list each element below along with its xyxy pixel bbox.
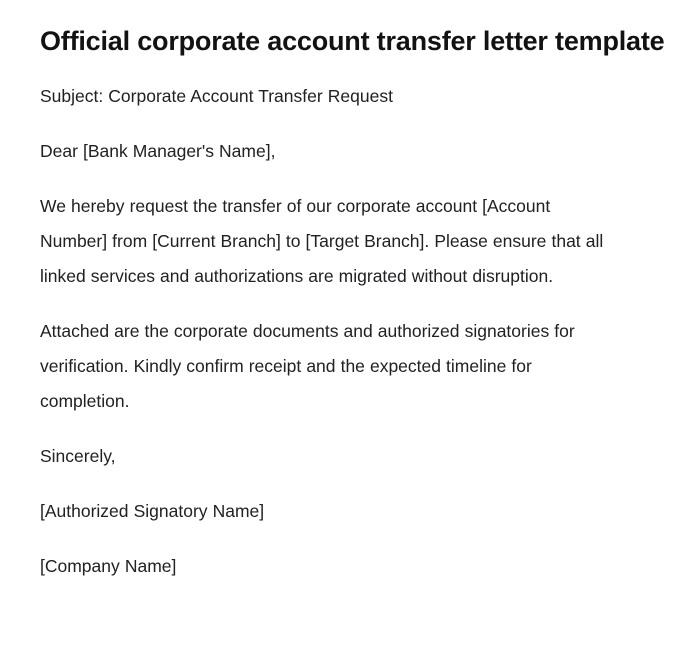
letter-company-placeholder: [Company Name] [40, 556, 177, 576]
letter-salutation: Dear [Bank Manager's Name], [40, 141, 276, 161]
letter-closing: Sincerely, [40, 446, 116, 466]
letter-body [40, 79, 620, 584]
page-title: Official corporate account transfer letter template [40, 26, 665, 56]
letter-paragraph-attachments: Attached are the corporate documents and authorized signatories for verification. Kindly confirm receipt and the expected timeline for completion. [40, 321, 575, 411]
letter-signatory-placeholder: [Authorized Signatory Name] [40, 501, 265, 521]
letter-subject-line: Subject: Corporate Account Transfer Request [40, 86, 393, 106]
letter-paragraph-request: We hereby request the transfer of our corporate account [Account Number] from [Current Branch] to [Target Branch]. Please ensure that all linked services and authorizations are migrated without disruption. [40, 196, 604, 286]
